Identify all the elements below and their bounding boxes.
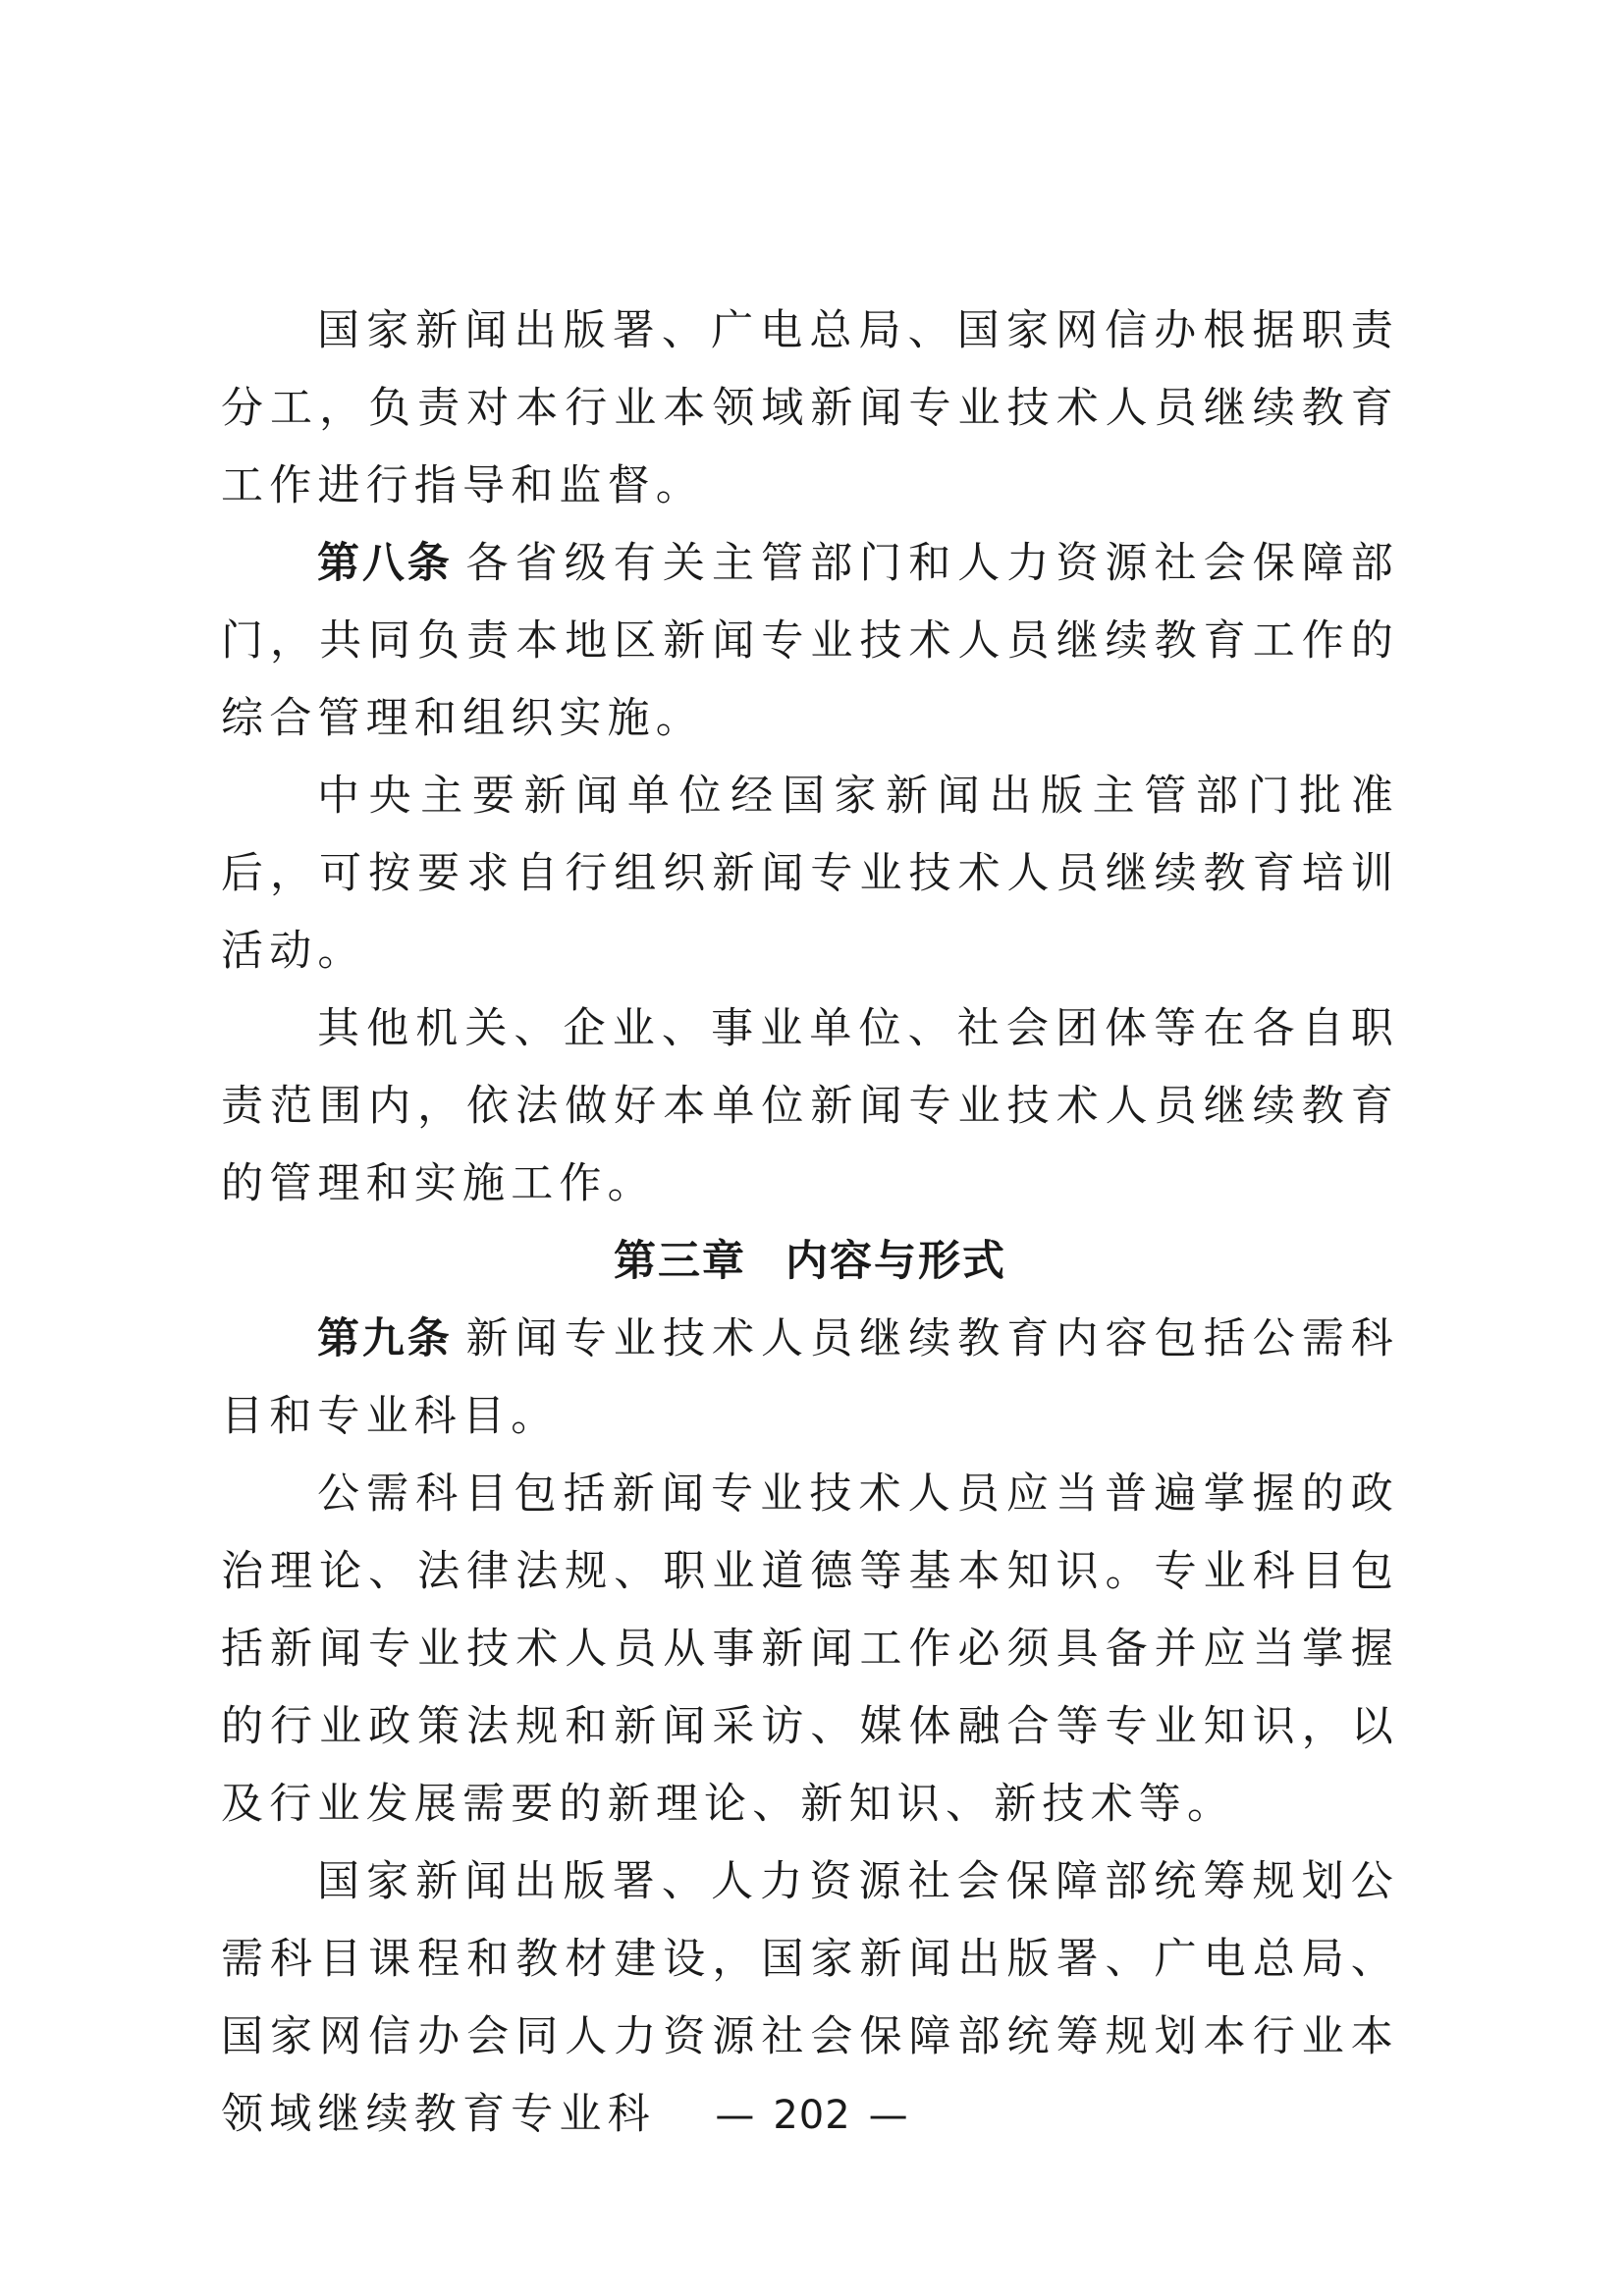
chapter-title: 内容与形式 [785,1237,1006,1286]
page-number: 202 [773,2093,851,2138]
article-heading: 第九条 [317,1314,453,1363]
chapter-number: 第三章 [614,1237,746,1286]
page-number-footer [0,2093,1624,2138]
paragraph: 国家新闻出版署、人力资源社会保障部统筹规划公需科目课程和教材建设，国家新闻出版署、广电总局、国家网信办会同人力资源社会保障部统筹规划本行业本领域继续教育专业科 [221,1857,1399,2139]
document-body [221,293,1399,2154]
chapter-heading [221,1223,1399,1301]
paragraph: 国家新闻出版署、广电总局、国家网信办根据职责分工，负责对本行业本领域新闻专业技术人员继续教育工作进行指导和监督。 [221,306,1399,510]
paragraph: 其他机关、企业、事业单位、社会团体等在各自职责范围内，依法做好本单位新闻专业技术人员继续教育的管理和实施工作。 [221,1004,1399,1208]
footer-dash-left: — [715,2093,756,2138]
footer-dash-right: — [868,2093,909,2138]
article-9 [221,1301,1399,1456]
article-heading: 第八条 [317,539,453,588]
article-8 [221,525,1399,758]
paragraph: 中央主要新闻单位经国家新闻出版主管部门批准后，可按要求自行组织新闻专业技术人员继续教育培训活动。 [221,772,1399,976]
article-text: 各省级有关主管部门和人力资源社会保障部门，共同负责本地区新闻专业技术人员继续教育工作的综合管理和组织实施。 [221,539,1399,743]
article-text: 新闻专业技术人员继续教育内容包括公需科目和专业科目。 [221,1314,1399,1441]
paragraph: 公需科目包括新闻专业技术人员应当普遍掌握的政治理论、法律法规、职业道德等基本知识。专业科目包括新闻专业技术人员从事新闻工作必须具备并应当掌握的行业政策法规和新闻采访、媒体融合等专业知识，以及行业发展需要的新理论、新知识、新技术等。 [221,1469,1399,1829]
